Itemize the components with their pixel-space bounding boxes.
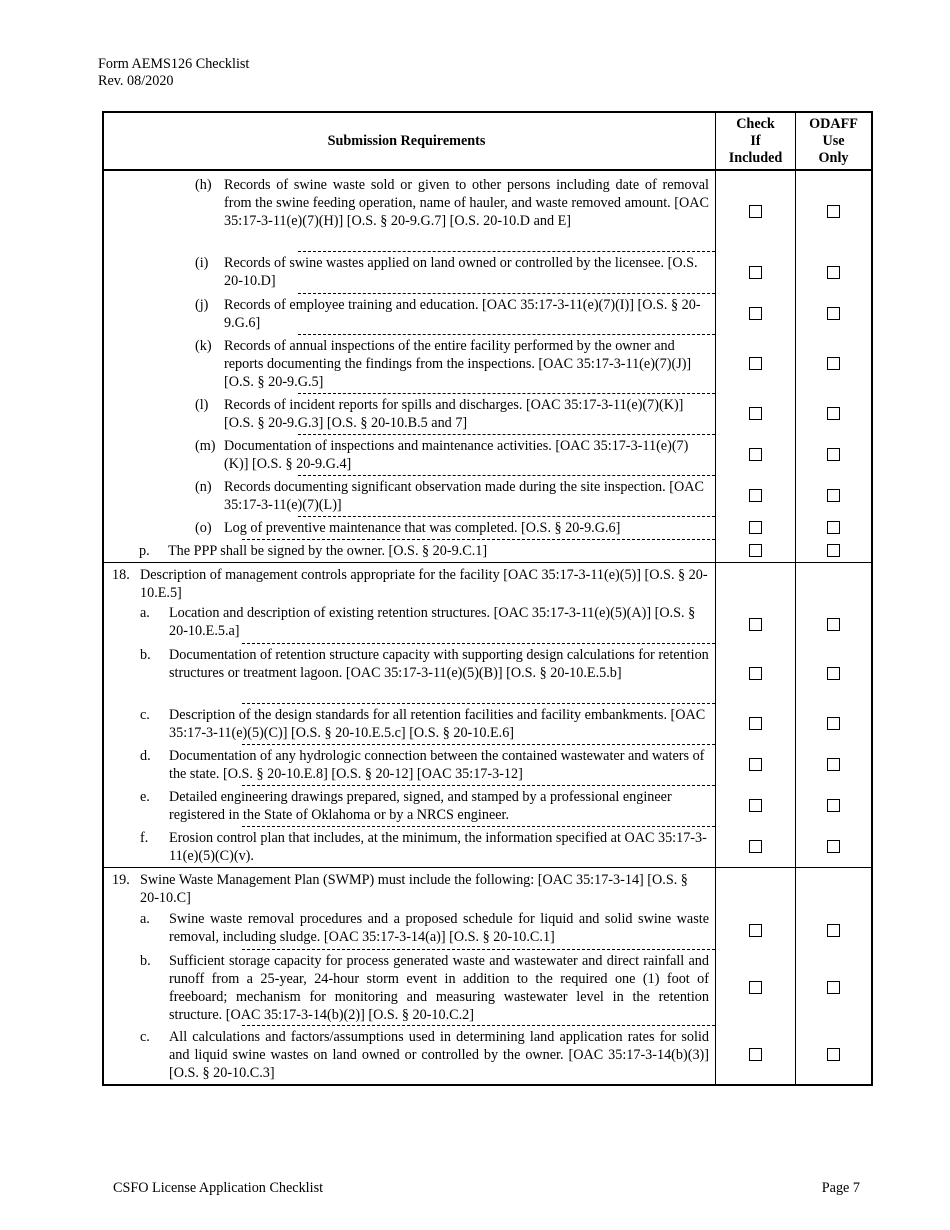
check-if-included-checkbox[interactable]	[749, 205, 762, 218]
item-label: (j)	[195, 297, 209, 313]
odaff-use-only-checkbox[interactable]	[827, 758, 840, 771]
requirement-item	[104, 436, 709, 473]
item-label: (h)	[195, 177, 212, 193]
table-row	[104, 785, 871, 826]
requirement-cell	[104, 744, 715, 785]
requirement-cell	[104, 434, 715, 475]
requirement-cell	[104, 785, 715, 826]
check-if-included-checkbox[interactable]	[749, 981, 762, 994]
requirement-cell	[104, 1025, 715, 1084]
check-cell	[715, 643, 795, 703]
item-label: f.	[140, 830, 149, 846]
check-cell	[715, 949, 795, 1025]
item-text: Records documenting significant observation made during the site inspection. [OAC 35:17-3-11(e)(7)(L)]	[224, 479, 704, 513]
check-if-included-checkbox[interactable]	[749, 840, 762, 853]
item-label: b.	[140, 953, 151, 969]
item-label: (o)	[195, 520, 212, 536]
check-if-included-checkbox[interactable]	[749, 717, 762, 730]
item-label: a.	[140, 911, 150, 927]
requirement-item	[104, 295, 709, 332]
header-word: Use	[822, 132, 845, 149]
check-if-included-checkbox[interactable]	[749, 758, 762, 771]
item-label: (n)	[195, 479, 212, 495]
item-label: e.	[140, 789, 150, 805]
odaff-use-only-checkbox[interactable]	[827, 448, 840, 461]
odaff-cell	[795, 744, 871, 785]
item-text: Location and description of existing retention structures. [OAC 35:17-3-11(e)(5)(A)] [O.S. § 20-10.E.5.a]	[169, 605, 696, 639]
requirement-item	[104, 746, 709, 783]
check-if-included-checkbox[interactable]	[749, 357, 762, 370]
odaff-cell	[795, 826, 871, 867]
table-row	[104, 949, 871, 1025]
section-text: Swine Waste Management Plan (SWMP) must include the following: [OAC 35:17-3-14] [O.S. § 20-10.C]	[140, 872, 688, 906]
table-row	[104, 475, 871, 516]
footer-title: CSFO License Application Checklist	[113, 1180, 324, 1196]
requirement-item	[104, 395, 709, 432]
requirement-item	[104, 705, 709, 742]
odaff-use-only-checkbox[interactable]	[827, 544, 840, 557]
check-if-included-checkbox[interactable]	[749, 924, 762, 937]
requirement-cell	[104, 334, 715, 393]
check-cell	[715, 539, 795, 562]
odaff-cell	[795, 868, 871, 949]
check-if-included-checkbox[interactable]	[749, 489, 762, 502]
requirement-cell	[104, 171, 715, 251]
requirement-item	[104, 828, 709, 865]
check-cell	[715, 334, 795, 393]
odaff-use-only-checkbox[interactable]	[827, 357, 840, 370]
requirement-item	[104, 787, 709, 824]
odaff-use-only-checkbox[interactable]	[827, 407, 840, 420]
item-text: Erosion control plan that includes, at the minimum, the information specified at OAC 35:17-3-11(e)(5)(C)(v).	[169, 830, 707, 864]
odaff-cell	[795, 539, 871, 562]
item-text: Swine waste removal procedures and a proposed schedule for liquid and solid swine waste removal, including sludge. [OAC 35:17-3-14(a)] [O.S. § 20-10.C.1]	[169, 911, 709, 945]
table-row	[104, 539, 871, 563]
item-text: Log of preventive maintenance that was completed. [O.S. § 20-9.G.6]	[224, 520, 621, 536]
section-heading	[104, 565, 709, 602]
header-word: ODAFF	[809, 115, 858, 132]
table-row	[104, 744, 871, 785]
item-label: c.	[140, 1029, 150, 1045]
page-number: Page 7	[821, 1180, 860, 1196]
submission-requirements-header: Submission Requirements	[327, 132, 486, 149]
item-label: p.	[139, 543, 150, 559]
requirement-cell	[104, 539, 715, 562]
item-label: c.	[140, 707, 150, 723]
item-label: (l)	[195, 397, 209, 413]
requirement-cell	[104, 393, 715, 434]
section-heading	[104, 870, 709, 907]
odaff-cell	[795, 293, 871, 334]
table-row	[104, 826, 871, 868]
check-if-included-checkbox[interactable]	[749, 799, 762, 812]
requirement-cell	[104, 703, 715, 744]
item-text: Documentation of retention structure capacity with supporting design calculations for retention structures or treatment lagoon. [OAC 35:17-3-11(e)(5)(B)] [O.S. § 20-10.E.5.b]	[169, 647, 709, 681]
check-if-included-checkbox[interactable]	[749, 448, 762, 461]
check-cell	[715, 703, 795, 744]
table-row	[104, 393, 871, 434]
odaff-cell	[795, 1025, 871, 1084]
check-if-included-header	[715, 113, 795, 169]
odaff-use-only-checkbox[interactable]	[827, 1048, 840, 1061]
item-label: (i)	[195, 255, 209, 271]
item-text: Records of incident reports for spills and discharges. [OAC 35:17-3-11(e)(7)(K)] [O.S. § 20-9.G.3] [O.S. § 20-10.B.5 and 7]	[224, 397, 684, 431]
check-if-included-checkbox[interactable]	[749, 407, 762, 420]
requirement-item	[104, 173, 709, 230]
section-text: Description of management controls appropriate for the facility [OAC 35:17-3-11(e)(5)] [O.S. § 20-10.E.5]	[140, 567, 708, 601]
table-row	[104, 171, 871, 251]
item-text: Detailed engineering drawings prepared, signed, and stamped by a professional engineer registered in the State of Oklahoma or by a NRCS engineer.	[169, 789, 672, 823]
table-header-row	[104, 113, 871, 171]
table-row	[104, 293, 871, 334]
odaff-cell	[795, 643, 871, 703]
odaff-cell	[795, 949, 871, 1025]
form-revision: Rev. 08/2020	[98, 73, 174, 89]
odaff-cell	[795, 475, 871, 516]
item-text: Records of annual inspections of the entire facility performed by the owner and reports documenting the findings from the inspections. [OAC 35:17-3-11(e)(7)(J)] [O.S. § 20-9.G.5]	[224, 338, 692, 390]
odaff-use-only-checkbox[interactable]	[827, 521, 840, 534]
check-if-included-checkbox[interactable]	[749, 307, 762, 320]
odaff-use-only-checkbox[interactable]	[827, 840, 840, 853]
odaff-use-only-checkbox[interactable]	[827, 266, 840, 279]
requirement-item	[104, 1027, 709, 1082]
table-row	[104, 563, 871, 643]
header-word: Only	[818, 149, 849, 166]
check-if-included-checkbox[interactable]	[749, 1048, 762, 1061]
check-cell	[715, 171, 795, 251]
odaff-cell	[795, 434, 871, 475]
odaff-cell	[795, 171, 871, 251]
requirement-cell	[104, 563, 715, 643]
odaff-use-only-checkbox[interactable]	[827, 667, 840, 680]
requirement-cell	[104, 516, 715, 539]
requirement-cell	[104, 949, 715, 1025]
odaff-cell	[795, 393, 871, 434]
odaff-cell	[795, 785, 871, 826]
odaff-use-only-checkbox[interactable]	[827, 924, 840, 937]
check-cell	[715, 434, 795, 475]
table-row	[104, 868, 871, 949]
item-text: Documentation of inspections and maintenance activities. [OAC 35:17-3-11(e)(7)(K)] [O.S. § 20-9.G.4]	[224, 438, 689, 472]
requirement-cell	[104, 293, 715, 334]
check-if-included-checkbox[interactable]	[749, 266, 762, 279]
requirement-item	[104, 477, 709, 514]
requirement-cell	[104, 643, 715, 703]
check-cell	[715, 293, 795, 334]
table-row	[104, 643, 871, 703]
table-row	[104, 703, 871, 744]
requirement-cell	[104, 251, 715, 293]
check-cell	[715, 785, 795, 826]
odaff-use-only-checkbox[interactable]	[827, 717, 840, 730]
check-cell	[715, 475, 795, 516]
item-text: Description of the design standards for all retention facilities and facility embankments. [OAC 35:17-3-11(e)(5)(C)] [O.S. § 20-10.E.5.c] [O.S. § 20-10.E.6]	[169, 707, 706, 741]
item-text: Sufficient storage capacity for process generated waste and wastewater and direct rainfall and runoff from a 25-year, 24-hour storm event in addition to the required one (1) foot of freeboard; mechanism for monitoring and measuring wastewater level in the retention structure. [OAC 35:17-3-14(b)(2)] [O.S. § 20-10.C.2]	[169, 953, 709, 1023]
table-row	[104, 334, 871, 393]
check-cell	[715, 1025, 795, 1084]
requirement-item	[104, 253, 709, 290]
check-cell	[715, 251, 795, 293]
item-label: (k)	[195, 338, 212, 354]
header-word: If	[750, 132, 761, 149]
requirement-item	[104, 951, 709, 1024]
item-text: Records of swine waste sold or given to other persons including date of removal from the swine feeding operation, name of hauler, and waste removed amount. [OAC 35:17-3-11(e)(7)(H)] [O.S. § 20-9.G.7] [O.S. 20-10.D and E]	[224, 177, 709, 229]
requirement-item	[104, 602, 709, 640]
requirement-item	[104, 518, 709, 537]
odaff-cell	[795, 334, 871, 393]
requirement-cell	[104, 826, 715, 867]
odaff-use-only-checkbox[interactable]	[827, 799, 840, 812]
odaff-use-only-checkbox[interactable]	[827, 307, 840, 320]
item-label: b.	[140, 647, 151, 663]
item-text: The PPP shall be signed by the owner. [O.S. § 20-9.C.1]	[168, 543, 488, 559]
section-number: 19.	[112, 872, 130, 888]
check-if-included-checkbox[interactable]	[749, 521, 762, 534]
form-header	[98, 56, 249, 90]
form-id: Form AEMS126 Checklist	[98, 56, 250, 72]
odaff-cell	[795, 251, 871, 293]
section-number: 18.	[112, 567, 130, 583]
header-word: Check	[736, 115, 775, 132]
check-cell	[715, 868, 795, 949]
check-if-included-checkbox[interactable]	[749, 667, 762, 680]
requirement-cell	[104, 475, 715, 516]
odaff-use-only-checkbox[interactable]	[827, 618, 840, 631]
requirement-item	[104, 541, 709, 560]
requirement-item	[104, 907, 709, 946]
check-cell	[715, 563, 795, 643]
item-text: Documentation of any hydrologic connection between the contained wastewater and waters of the state. [O.S. § 20-10.E.8] [O.S. § 20-12] [OAC 35:17-3-12]	[169, 748, 705, 782]
odaff-use-only-header	[795, 113, 871, 169]
table-row	[104, 434, 871, 475]
check-if-included-checkbox[interactable]	[749, 618, 762, 631]
check-if-included-checkbox[interactable]	[749, 544, 762, 557]
requirement-cell	[104, 868, 715, 949]
item-label: a.	[140, 605, 150, 621]
odaff-use-only-checkbox[interactable]	[827, 489, 840, 502]
item-label: (m)	[195, 438, 216, 454]
check-cell	[715, 393, 795, 434]
item-text: Records of employee training and education. [OAC 35:17-3-11(e)(7)(I)] [O.S. § 20-9.G.6]	[224, 297, 701, 331]
item-label: d.	[140, 748, 151, 764]
check-cell	[715, 826, 795, 867]
odaff-cell	[795, 703, 871, 744]
odaff-cell	[795, 516, 871, 539]
requirement-item	[104, 336, 709, 391]
item-text: Records of swine wastes applied on land owned or controlled by the licensee. [O.S. 20-10.D]	[224, 255, 698, 289]
check-cell	[715, 516, 795, 539]
header-word: Included	[728, 149, 783, 166]
check-cell	[715, 744, 795, 785]
table-row	[104, 251, 871, 293]
odaff-use-only-checkbox[interactable]	[827, 205, 840, 218]
item-text: All calculations and factors/assumptions used in determining land application rates for solid and liquid swine wastes on land owned or controlled by the owner. [OAC 35:17-3-14(b)(3)] [O.S. § 20-10.C.3]	[169, 1029, 709, 1081]
table-row	[104, 1025, 871, 1084]
odaff-use-only-checkbox[interactable]	[827, 981, 840, 994]
requirement-item	[104, 645, 709, 682]
table-row	[104, 516, 871, 539]
checklist-table	[102, 111, 873, 1086]
odaff-cell	[795, 563, 871, 643]
